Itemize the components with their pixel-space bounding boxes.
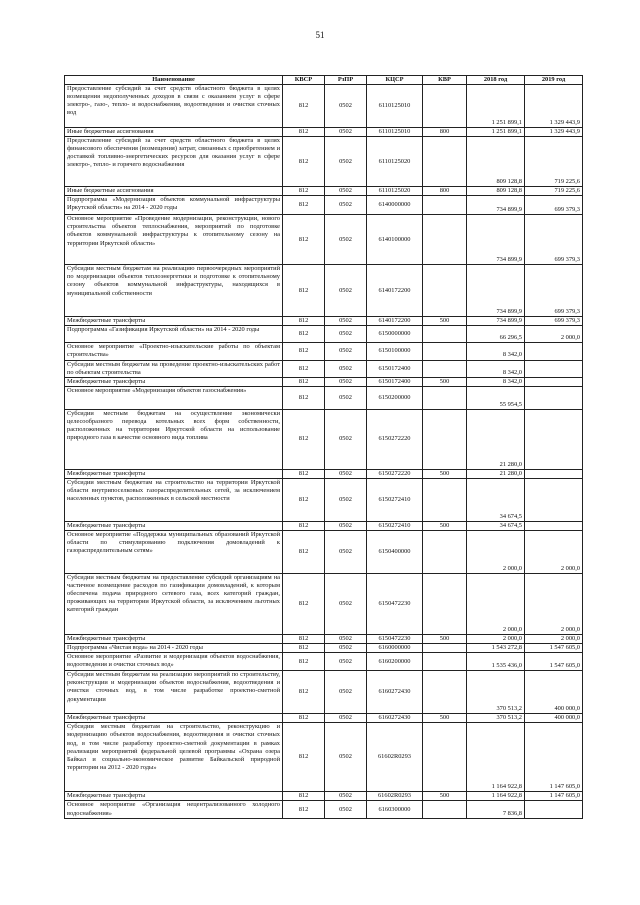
table-row <box>65 386 583 409</box>
table-row <box>65 671 583 714</box>
row-amount-2019: 2 000,0 <box>525 574 583 635</box>
table-row <box>65 635 583 644</box>
table-row <box>65 469 583 478</box>
row-rzpr: 0502 <box>325 85 367 128</box>
row-amount-2019 <box>525 360 583 377</box>
table-row <box>65 343 583 360</box>
row-name: Межбюджетные трансферты <box>65 317 283 326</box>
row-amount-2018: 734 899,9 <box>467 265 525 317</box>
row-amount-2018: 2 000,0 <box>467 531 525 574</box>
row-kvr: 800 <box>423 187 467 196</box>
row-kcsr: 6150272220 <box>367 469 423 478</box>
table-row <box>65 326 583 343</box>
row-kvsr: 812 <box>283 531 325 574</box>
row-amount-2018: 809 128,8 <box>467 137 525 187</box>
row-name: Субсидии местным бюджетам на строительство на территории Иркутской области внутрипоселковых газораспределительных сетей, за исключением населенных пунктов, расположенных в сельской местности <box>65 478 283 521</box>
row-amount-2019: 2 000,0 <box>525 326 583 343</box>
row-kvsr: 812 <box>283 671 325 714</box>
row-kvr <box>423 531 467 574</box>
row-amount-2019 <box>525 377 583 386</box>
row-kcsr: 6110125020 <box>367 187 423 196</box>
row-rzpr: 0502 <box>325 635 367 644</box>
row-rzpr: 0502 <box>325 196 367 215</box>
row-rzpr: 0502 <box>325 326 367 343</box>
row-kcsr: 6160272430 <box>367 714 423 723</box>
row-amount-2018: 1 251 899,1 <box>467 85 525 128</box>
row-name: Основное мероприятие «Модернизация объектов газоснабжения» <box>65 386 283 409</box>
row-kvr <box>423 343 467 360</box>
row-rzpr: 0502 <box>325 644 367 653</box>
row-kvsr: 812 <box>283 187 325 196</box>
table-row <box>65 653 583 671</box>
row-amount-2018: 1 164 922,8 <box>467 792 525 801</box>
row-name: Межбюджетные трансферты <box>65 792 283 801</box>
row-kvsr: 812 <box>283 723 325 792</box>
row-rzpr: 0502 <box>325 521 367 530</box>
row-kvsr: 812 <box>283 653 325 671</box>
row-amount-2019: 400 000,0 <box>525 671 583 714</box>
row-amount-2018: 734 899,9 <box>467 196 525 215</box>
table-row <box>65 215 583 265</box>
row-amount-2019: 1 547 605,0 <box>525 653 583 671</box>
row-name: Субсидии местным бюджетам на предоставление субсидий организациям на частичное возмещение расходов по газификации домовладений, к которым обеспечена подача природного сетевого газа, всех категорий граждан, проживающих на территории Иркутской области, за исключением льготных категорий граждан <box>65 574 283 635</box>
row-amount-2019: 400 000,0 <box>525 714 583 723</box>
row-kcsr: 6150472230 <box>367 574 423 635</box>
row-amount-2019: 699 379,3 <box>525 265 583 317</box>
header-2019: 2019 год <box>525 76 583 85</box>
row-kvsr: 812 <box>283 644 325 653</box>
row-kvsr: 812 <box>283 386 325 409</box>
table-row <box>65 85 583 128</box>
row-amount-2019: 699 379,3 <box>525 317 583 326</box>
row-amount-2018: 55 954,5 <box>467 386 525 409</box>
row-amount-2018: 370 513,2 <box>467 714 525 723</box>
table-row <box>65 377 583 386</box>
row-kvsr: 812 <box>283 792 325 801</box>
row-amount-2018: 370 513,2 <box>467 671 525 714</box>
row-kvsr: 812 <box>283 635 325 644</box>
row-kvsr: 812 <box>283 265 325 317</box>
table-row <box>65 360 583 377</box>
table-row <box>65 128 583 137</box>
row-amount-2019 <box>525 409 583 469</box>
row-amount-2018: 734 899,9 <box>467 317 525 326</box>
row-name: Межбюджетные трансферты <box>65 377 283 386</box>
row-name: Субсидии местным бюджетам на осуществление экономически целесообразного перевода котельных всех форм собственности, расположенных на территории Иркутской области на использование природного газа в качестве основного вида топлива <box>65 409 283 469</box>
row-rzpr: 0502 <box>325 409 367 469</box>
row-rzpr: 0502 <box>325 574 367 635</box>
row-rzpr: 0502 <box>325 469 367 478</box>
row-kcsr: 6140100000 <box>367 215 423 265</box>
row-rzpr: 0502 <box>325 360 367 377</box>
row-name: Межбюджетные трансферты <box>65 635 283 644</box>
table-row <box>65 531 583 574</box>
row-rzpr: 0502 <box>325 714 367 723</box>
row-kvsr: 812 <box>283 574 325 635</box>
row-amount-2018: 21 280,0 <box>467 469 525 478</box>
row-amount-2019: 1 147 605,0 <box>525 723 583 792</box>
row-rzpr: 0502 <box>325 377 367 386</box>
row-name: Иные бюджетные ассигнования <box>65 128 283 137</box>
row-kvsr: 812 <box>283 801 325 819</box>
row-amount-2019 <box>525 801 583 819</box>
row-rzpr: 0502 <box>325 671 367 714</box>
row-kvsr: 812 <box>283 326 325 343</box>
row-kcsr: 6150272410 <box>367 521 423 530</box>
table-row <box>65 792 583 801</box>
row-kvr <box>423 137 467 187</box>
header-name: Наименование <box>65 76 283 85</box>
row-kcsr: 6160000000 <box>367 644 423 653</box>
row-amount-2018: 1 543 272,8 <box>467 644 525 653</box>
row-name: Подпрограмма «Газификация Иркутской области» на 2014 - 2020 годы <box>65 326 283 343</box>
row-kvsr: 812 <box>283 317 325 326</box>
row-kcsr: 6110125010 <box>367 128 423 137</box>
row-amount-2018: 1 251 899,1 <box>467 128 525 137</box>
row-rzpr: 0502 <box>325 317 367 326</box>
row-amount-2018: 34 674,5 <box>467 521 525 530</box>
row-amount-2019: 699 379,3 <box>525 196 583 215</box>
row-name: Субсидии местным бюджетам на реализацию мероприятий по строительству, реконструкции и модернизации объектов водоснабжения, водоотведения и очистки сточных вод, в том числе разработке проектно-сметной документации <box>65 671 283 714</box>
row-amount-2018: 8 342,0 <box>467 377 525 386</box>
row-kvsr: 812 <box>283 360 325 377</box>
row-name: Субсидии местным бюджетам на строительство, реконструкцию и модернизацию объектов водоснабжения, водоотведения и очистки сточных вод, в том числе разработку проектно-сметной документации в рамках реализации мероприятий федеральной целевой программы «Охрана озера Байкал и социально-экономическое развитие Байкальской природной территории на 2012 - 2020 годы» <box>65 723 283 792</box>
row-amount-2019: 719 225,6 <box>525 187 583 196</box>
row-amount-2019 <box>525 478 583 521</box>
row-kvr: 500 <box>423 714 467 723</box>
row-kvsr: 812 <box>283 714 325 723</box>
table-row <box>65 478 583 521</box>
table-row <box>65 265 583 317</box>
row-name: Иные бюджетные ассигнования <box>65 187 283 196</box>
row-kvsr: 812 <box>283 128 325 137</box>
table-row <box>65 317 583 326</box>
row-kcsr: 6150172400 <box>367 377 423 386</box>
table-row <box>65 644 583 653</box>
row-amount-2019 <box>525 343 583 360</box>
row-kvr: 500 <box>423 635 467 644</box>
row-kvsr: 812 <box>283 196 325 215</box>
row-kvr <box>423 196 467 215</box>
row-kcsr: 6150472230 <box>367 635 423 644</box>
row-kcsr: 6150200000 <box>367 386 423 409</box>
page-number: 51 <box>315 30 325 40</box>
row-amount-2019: 1 147 605,0 <box>525 792 583 801</box>
row-kvr: 500 <box>423 521 467 530</box>
row-kcsr: 6160200000 <box>367 653 423 671</box>
row-kcsr: 6150272410 <box>367 478 423 521</box>
row-rzpr: 0502 <box>325 801 367 819</box>
table-row <box>65 196 583 215</box>
row-amount-2018: 21 280,0 <box>467 409 525 469</box>
header-kvsr: КВСР <box>283 76 325 85</box>
row-kcsr: 61602R0293 <box>367 792 423 801</box>
row-amount-2019: 1 329 443,9 <box>525 128 583 137</box>
header-kcsr: КЦСР <box>367 76 423 85</box>
row-amount-2019: 719 225,6 <box>525 137 583 187</box>
table-row <box>65 714 583 723</box>
row-kvr <box>423 653 467 671</box>
row-rzpr: 0502 <box>325 187 367 196</box>
row-kvsr: 812 <box>283 85 325 128</box>
row-kvsr: 812 <box>283 137 325 187</box>
row-kcsr: 6140000000 <box>367 196 423 215</box>
table-row <box>65 521 583 530</box>
row-kvr <box>423 574 467 635</box>
row-kcsr: 6140172200 <box>367 317 423 326</box>
row-kvsr: 812 <box>283 215 325 265</box>
table-row <box>65 137 583 187</box>
row-name: Подпрограмма «Чистая вода» на 2014 - 2020 годы <box>65 644 283 653</box>
row-name: Основное мероприятие «Организация нецентрализованного холодного водоснабжения» <box>65 801 283 819</box>
row-amount-2018: 1 535 436,0 <box>467 653 525 671</box>
row-kcsr: 6110125020 <box>367 137 423 187</box>
row-kcsr: 6160300000 <box>367 801 423 819</box>
row-name: Основное мероприятие «Развитие и модернизация объектов водоснабжения, водоотведения и очистки сточных вод» <box>65 653 283 671</box>
row-rzpr: 0502 <box>325 137 367 187</box>
row-amount-2018: 8 342,0 <box>467 360 525 377</box>
row-amount-2018: 2 000,0 <box>467 635 525 644</box>
row-kvr: 500 <box>423 469 467 478</box>
row-amount-2018: 8 342,0 <box>467 343 525 360</box>
row-kvsr: 812 <box>283 409 325 469</box>
row-rzpr: 0502 <box>325 792 367 801</box>
row-kvr <box>423 215 467 265</box>
row-kvsr: 812 <box>283 478 325 521</box>
table-row <box>65 409 583 469</box>
row-kvr: 500 <box>423 792 467 801</box>
row-kvr: 800 <box>423 128 467 137</box>
row-name: Основное мероприятие «Проведение модернизации, реконструкции, нового строительства объектов теплоснабжения, мероприятий по подготовке объектов коммунальной инфраструктуры к отопительному сезону на территории Иркутской области» <box>65 215 283 265</box>
row-rzpr: 0502 <box>325 215 367 265</box>
header-2018: 2018 год <box>467 76 525 85</box>
row-name: Основное мероприятие «Поддержка муниципальных образований Иркутской области по стимулированию подключения домовладений к газораспределительным сетям» <box>65 531 283 574</box>
row-kvr <box>423 85 467 128</box>
row-kvr <box>423 409 467 469</box>
budget-table <box>64 75 583 819</box>
row-kvsr: 812 <box>283 469 325 478</box>
row-rzpr: 0502 <box>325 343 367 360</box>
row-amount-2018: 734 899,9 <box>467 215 525 265</box>
row-kvr: 500 <box>423 377 467 386</box>
row-name: Межбюджетные трансферты <box>65 469 283 478</box>
table-row <box>65 723 583 792</box>
row-rzpr: 0502 <box>325 128 367 137</box>
row-amount-2018: 1 164 922,8 <box>467 723 525 792</box>
row-name: Предоставление субсидий за счет средств областного бюджета в целях возмещения недополученных доходов в связи с оказанием услуг в сфере электро-, газо-, тепло- и водоснабжения, водоотведения и очистки сточных вод <box>65 85 283 128</box>
table-row <box>65 187 583 196</box>
table-row <box>65 801 583 819</box>
row-kcsr: 6150272220 <box>367 409 423 469</box>
row-kvsr: 812 <box>283 343 325 360</box>
row-kvr: 500 <box>423 317 467 326</box>
row-amount-2018: 34 674,5 <box>467 478 525 521</box>
row-rzpr: 0502 <box>325 531 367 574</box>
row-rzpr: 0502 <box>325 723 367 792</box>
row-amount-2019: 1 547 605,0 <box>525 644 583 653</box>
row-name: Основное мероприятие «Проектно-изыскательские работы по объектам строительства» <box>65 343 283 360</box>
row-kcsr: 6140172200 <box>367 265 423 317</box>
row-rzpr: 0502 <box>325 386 367 409</box>
row-name: Субсидии местным бюджетам на проведение проектно-изыскательских работ по объектам строительства <box>65 360 283 377</box>
row-kvr <box>423 644 467 653</box>
row-amount-2018: 66 296,5 <box>467 326 525 343</box>
row-kvr <box>423 326 467 343</box>
row-kvsr: 812 <box>283 377 325 386</box>
row-kcsr: 6150172400 <box>367 360 423 377</box>
row-kvr <box>423 360 467 377</box>
row-name: Предоставление субсидий за счет средств областного бюджета в целях финансового обеспечения (возмещения) затрат, связанных с приобретением и доставкой топливно-энергетических ресурсов для оказания услуг в сфере электро-, тепло- и горячего водоснабжения <box>65 137 283 187</box>
table-row <box>65 574 583 635</box>
row-kcsr: 6110125010 <box>367 85 423 128</box>
row-name: Межбюджетные трансферты <box>65 714 283 723</box>
row-name: Субсидии местным бюджетам на реализацию первоочередных мероприятий по модернизации объектов теплоэнергетики и подготовке к отопительному сезону объектов коммунальной инфраструктуры, находящихся в муниципальной собственности <box>65 265 283 317</box>
row-name: Подпрограмма «Модернизация объектов коммунальной инфраструктуры Иркутской области» на 2014 - 2020 годы <box>65 196 283 215</box>
row-amount-2018: 2 000,0 <box>467 574 525 635</box>
row-kcsr: 6150100000 <box>367 343 423 360</box>
row-kvr <box>423 386 467 409</box>
row-rzpr: 0502 <box>325 478 367 521</box>
row-amount-2019: 2 000,0 <box>525 531 583 574</box>
row-kcsr: 6150000000 <box>367 326 423 343</box>
row-kcsr: 61602R0293 <box>367 723 423 792</box>
row-name: Межбюджетные трансферты <box>65 521 283 530</box>
row-amount-2019: 699 379,3 <box>525 215 583 265</box>
row-rzpr: 0502 <box>325 265 367 317</box>
row-amount-2019 <box>525 521 583 530</box>
row-kvr <box>423 723 467 792</box>
row-kvsr: 812 <box>283 521 325 530</box>
header-kvr: КВР <box>423 76 467 85</box>
row-kvr <box>423 671 467 714</box>
row-rzpr: 0502 <box>325 653 367 671</box>
row-kvr <box>423 478 467 521</box>
row-kvr <box>423 265 467 317</box>
row-amount-2019: 1 329 443,9 <box>525 85 583 128</box>
row-amount-2018: 809 128,8 <box>467 187 525 196</box>
header-rzpr: РзПР <box>325 76 367 85</box>
row-kcsr: 6150400000 <box>367 531 423 574</box>
row-amount-2019 <box>525 469 583 478</box>
row-amount-2019: 2 000,0 <box>525 635 583 644</box>
row-amount-2019 <box>525 386 583 409</box>
row-kcsr: 6160272430 <box>367 671 423 714</box>
table-header-row <box>65 76 583 85</box>
row-kvr <box>423 801 467 819</box>
row-amount-2018: 7 836,8 <box>467 801 525 819</box>
